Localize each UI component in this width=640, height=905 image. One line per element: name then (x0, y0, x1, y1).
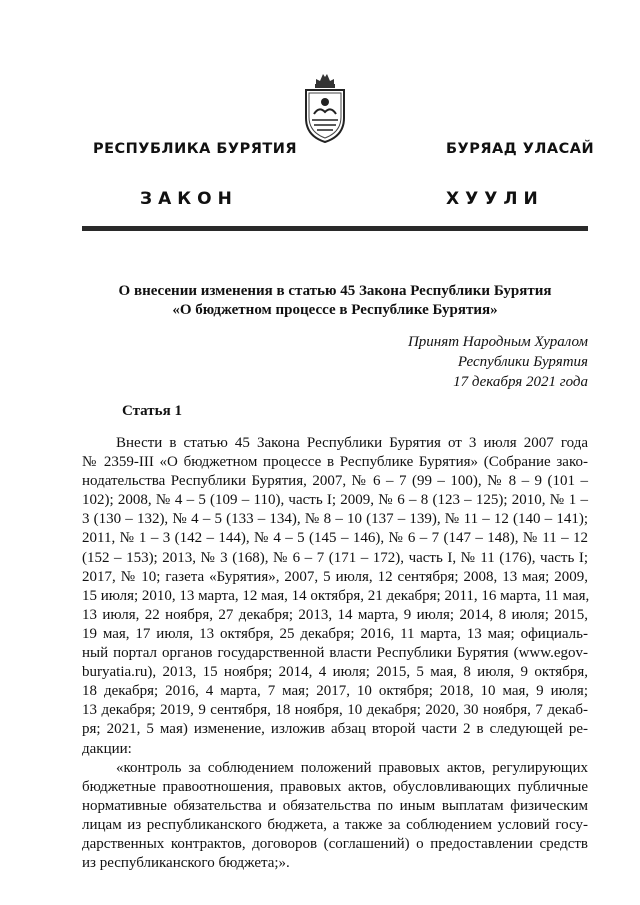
text-line: 18 декабря; 2016, 4 марта, 7 мая; 2017, 10 октября; 2018, 10 мая, 9 июля; (82, 683, 588, 700)
text-line: (152 – 153); 2013, № 3 (168), № 6 – 7 (171 – 172), часть I, № 11 (176), часть I; (82, 549, 588, 566)
text-line: ный портал органов государственной власти Республики Бурятия (www.egov- (82, 645, 588, 662)
republic-name-bua: БУРЯАД УЛАСАЙ (446, 141, 595, 157)
adoption-note (300, 332, 588, 392)
text-line: «контроль за соблюдением положений правовых актов, регулирующих (116, 759, 588, 776)
text-line: 19 мая, 17 июля, 13 октября, 25 декабря; 2016, 11 марта, 13 мая; официаль- (82, 625, 588, 642)
text-line: нодательства Республики Бурятия, 2007, № 6 – 7 (99 – 100), № 8 – 9 (101 – (82, 473, 588, 490)
text-line: лицам из республиканского бюджета, а также за соблюдением условий госу- (82, 816, 588, 833)
law-heading-bua: ХУУЛИ (446, 189, 544, 209)
republic-name-ru: РЕСПУБЛИКА БУРЯТИЯ (93, 141, 298, 157)
coat-of-arms-emblem (302, 72, 348, 146)
text-line: 2011, № 1 – 3 (142 – 144), № 4 – 5 (145 – 146), № 6 – 7 (147 – 148), № 11 – 12 (82, 530, 588, 547)
text-line: ря; 2021, 5 мая) изменение, изложив абзац второй части 2 в следующей ре- (82, 721, 588, 738)
header-divider (82, 226, 588, 231)
law-title-line: «О бюджетном процессе в Республике Бурятия» (172, 302, 498, 318)
text-line: из республиканского бюджета;». (82, 855, 290, 872)
text-line: бюджетные правоотношения, правовых актов, обусловливающих публичные (82, 778, 588, 795)
adoption-line: Республики Бурятия (457, 354, 588, 370)
paragraph-new-wording (82, 759, 588, 874)
text-line: 13 декабря; 2019, 9 сентября, 18 ноября, 10 декабря; 2020, 30 ноября, 7 декаб- (82, 702, 588, 719)
text-line: № 2359-III «О бюджетном процессе в Республике Бурятия» (Собрание зако- (82, 454, 588, 471)
text-line: buryatia.ru), 2013, 15 ноября; 2014, 4 июля; 2015, 5 мая, 8 июля, 9 октября, (82, 664, 588, 681)
text-line: 2017, № 10; газета «Бурятия», 2007, 5 июля, 12 сентября; 2008, 13 мая; 2009, (82, 568, 588, 585)
law-title (82, 282, 588, 320)
text-line: Внести в статью 45 Закона Республики Бурятия от 3 июля 2007 года (116, 435, 588, 451)
text-line: дарственных контрактов, договоров (соглашений) о предоставлении средств (82, 835, 588, 852)
law-heading-ru: ЗАКОН (140, 189, 238, 209)
law-title-line: О внесении изменения в статью 45 Закона Республики Бурятия (118, 283, 552, 299)
text-line: 102); 2008, № 4 – 5 (109 – 110), часть I; 2009, № 6 – 8 (123 – 125); 2010, № 1 – (82, 492, 588, 509)
text-line: 3 (130 – 132), № 4 – 5 (133 – 134), № 8 – 10 (137 – 139), № 11 – 12 (140 – 141); (82, 511, 588, 528)
article-body (82, 434, 588, 873)
text-line: дакции: (82, 740, 132, 757)
paragraph-amendment (82, 434, 588, 759)
text-line: 13 июля, 22 ноября, 27 декабря; 2013, 14 марта, 9 июля; 2014, 8 июля; 2015, (82, 606, 588, 623)
text-line: 15 июля; 2010, 13 марта, 12 мая, 14 октября, 21 декабря; 2011, 16 марта, 11 мая, (82, 587, 590, 604)
adoption-date: 17 декабря 2021 года (453, 374, 588, 390)
text-line: нормативные обязательства и обязательства по иным выплатам физическим (82, 797, 588, 814)
article-heading: Статья 1 (122, 403, 182, 419)
adoption-line: Принят Народным Хуралом (407, 334, 588, 350)
